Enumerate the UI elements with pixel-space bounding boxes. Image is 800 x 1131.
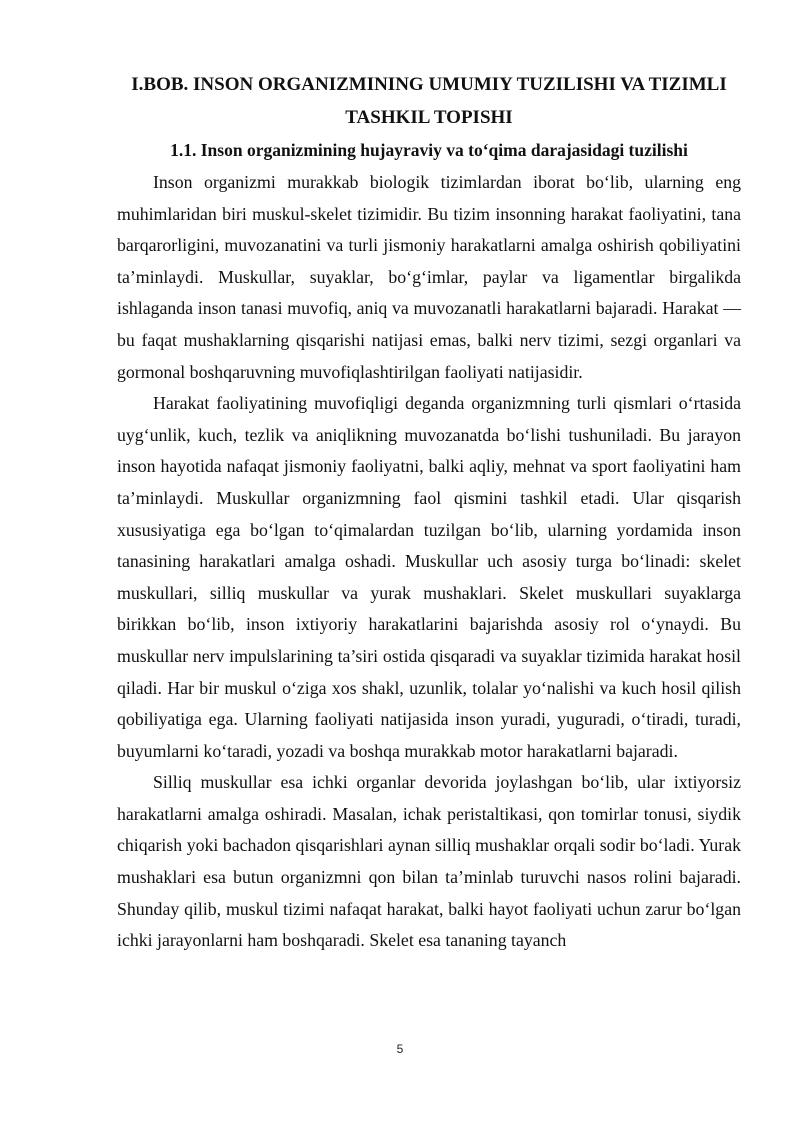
section-title: 1.1. Inson organizmining hujayraviy va to‘qima darajasidagi tuzilishi — [170, 140, 688, 160]
chapter-title: I.BOB. INSON ORGANIZMINING UMUMIY TUZILISHI VA TIZIMLI TASHKIL TOPISHI — [131, 74, 727, 128]
paragraph: Harakat faoliyatining muvofiqligi deganda organizmning turli qismlari o‘rtasida uyg‘unlik, kuch, tezlik va aniqlikning muvozanatda bo‘lishi tushuniladi. Bu jarayon inson hayotida nafaqat jismoniy faoliyatni, balki aqliy, mehnat va sport faoliyatini ham ta’minlaydi. Muskullar organizmning faol qismini tashkil etadi. Ular qisqarish xususiyatiga ega bo‘lgan to‘qimalardan tuzilgan bo‘lib, ularning yordamida inson tanasining harakatlari amalga oshadi. Muskullar uch asosiy turga bo‘linadi: skelet muskullari, silliq muskullar va yurak mushaklari. Skelet muskullari suyaklarga birikkan bo‘lib, inson ixtiyoriy harakatlarini bajarishda asosiy rol o‘ynaydi. Bu muskullar nerv impulslarining ta’siri ostida qisqaradi va suyaklar tizimida harakat hosil qiladi. Har bir muskul o‘ziga xos shakl, uzunlik, tolalar yo‘nalishi va kuch hosil qilish qobiliyatiga ega. Ularning faoliyati natijasida inson yuradi, yuguradi, o‘tiradi, turadi, buyumlarni ko‘taradi, yozadi va boshqa murakkab motor harakatlarni bajaradi. — [117, 393, 741, 761]
paragraph: Inson organizmi murakkab biologik tizimlardan iborat bo‘lib, ularning eng muhimlaridan biri muskul-skelet tizimidir. Bu tizim insonning harakat faoliyatini, tana barqarorligini, muvozanatini va turli jismoniy harakatlarni amalga oshirish qobiliyatini ta’minlaydi. Muskullar, suyaklar, bo‘g‘imlar, paylar va ligamentlar birgalikda ishlaganda inson tanasi muvofiq, aniq va muvozanatli harakatlarni bajaradi. Harakat — bu faqat mushaklarning qisqarishi natijasi emas, balki nerv tizimi, sezgi organlari va gormonal boshqaruvning muvofiqlashtirilgan faoliyati natijasidir. — [117, 172, 741, 382]
page-number: 5 — [396, 1042, 404, 1056]
paragraph: Silliq muskullar esa ichki organlar devorida joylashgan bo‘lib, ular ixtiyorsiz harakatlarni amalga oshiradi. Masalan, ichak peristaltikasi, qon tomirlar tonusi, siydik chiqarish yoki bachadon qisqarishlari aynan silliq mushaklar orqali sodir bo‘ladi. Yurak mushaklari esa butun organizmni qon bilan ta’minlab turuvchi nasos rolini bajaradi. Shunday qilib, muskul tizimi nafaqat harakat, balki hayot faoliyati uchun zarur bo‘lgan ichki jarayonlarni ham boshqaradi. Skelet esa tananing tayanch — [117, 772, 741, 951]
document-page — [117, 68, 741, 957]
